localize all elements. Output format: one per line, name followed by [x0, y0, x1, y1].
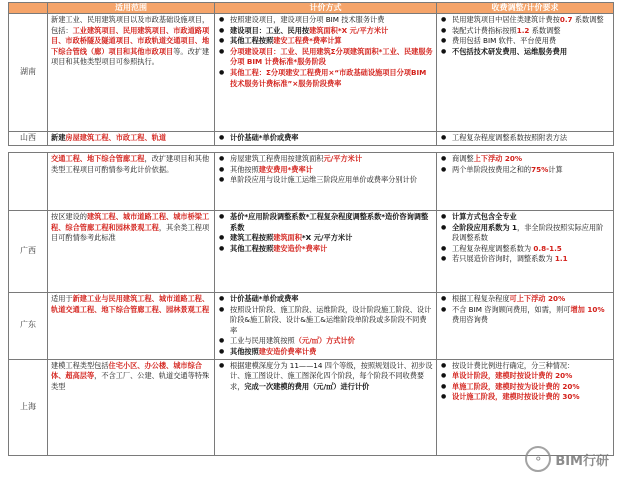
fees-list: [440, 133, 610, 144]
gap-cell: [437, 146, 614, 153]
fees-item: [452, 212, 610, 223]
fees-text: 设计施工阶段，建模时按设计费的 30%: [452, 392, 580, 402]
fees-item: [452, 36, 610, 47]
pricing-item: [230, 133, 433, 144]
scope-text: 按区建设的: [51, 212, 87, 221]
fees-item: [452, 47, 610, 58]
page-gap-row: [9, 146, 614, 153]
fees-text: ，非全阶段按照实际应用阶段调整系数: [452, 222, 604, 243]
fees-item: [452, 254, 610, 265]
pricing-text: 根据建模深度分为 11——14 四个等级，按照规划设计、初步设计、施工图设计、施工图深化四个阶段，每个阶段不同收费要求，: [230, 360, 433, 391]
fees-text: 单设计阶段，建模时按设计费的 20%: [452, 371, 573, 381]
province-cell: [9, 153, 48, 211]
pricing-text: 工业与民用建筑按照: [230, 336, 295, 346]
corner-cell: [9, 3, 48, 14]
scope-text: ，不含工厂、公建、轨道交通等特殊类型: [51, 371, 210, 391]
pricing-text: 建筑面积: [309, 25, 338, 35]
gap-cell: [9, 146, 48, 153]
pricing-text: 房屋建筑工程费用按建筑面积: [230, 154, 324, 163]
fees-text: 两个单阶段按费用之和的: [452, 164, 532, 174]
fees-text: 1.2: [516, 25, 530, 35]
fees-text: 可上下浮动 20%: [509, 294, 566, 303]
scope-text: 新建工业与民用建筑工程、城市道路工程、轨道交通工程、地下综合管廊工程、园林景观工程: [51, 294, 210, 314]
fees-text: 单施工阶段，建模时按为设计费的 20%: [452, 381, 580, 391]
fees-item: [452, 154, 610, 165]
fees-text: 上下浮动 20%: [473, 154, 523, 163]
fees-text: 若只展造价咨询时，调整系数为: [452, 254, 555, 264]
fees-item: [452, 223, 610, 244]
fees-text: 根据工程复杂程度: [452, 294, 510, 303]
scope-text: 房屋建筑工程、市政工程、轨道: [65, 133, 167, 142]
fees-item: [452, 15, 610, 26]
fees-item: [452, 244, 610, 255]
fees-text: 增加 10%: [570, 304, 605, 314]
scope-text: 等。改扩建项目和其他类型项目可参照执行。: [51, 46, 210, 67]
fees-cell: [437, 211, 614, 293]
header-scope: 适用范围: [48, 3, 215, 14]
gap-cell: [48, 146, 215, 153]
fees-list: [440, 154, 610, 175]
fees-list: [440, 361, 610, 403]
pricing-item: [230, 15, 433, 26]
pricing-text: 分项建设项目：工业、民用建筑Σ分项建筑面积*工业、民建服务分项 BIM 计费标准*服务阶段: [230, 46, 433, 67]
pricing-text: 其他工程按照: [230, 243, 274, 253]
scope-text: 新建工业、民用建筑项目以及市政基础设施项目，包括：: [51, 15, 210, 35]
pricing-text: 元/平方米计: [323, 154, 363, 163]
province-cell: 上海: [9, 359, 48, 455]
header-row: [9, 3, 614, 14]
pricing-text: 建安造价*费率计: [273, 243, 328, 253]
table-row: [9, 14, 614, 132]
scope-text: 工业建筑项目、民用建筑项目、市政道路项目、市政桥隧及隧道项目、市政轨道交通项目、地下综合管线（廊）项目和其他市政项目: [51, 25, 210, 56]
fees-text: 工程复杂程度调整系数为: [452, 243, 534, 253]
pricing-item: [230, 347, 433, 358]
pricing-item: [230, 305, 433, 337]
fees-text: 0.7: [559, 15, 573, 24]
pricing-cell: [215, 211, 437, 293]
pricing-text: 其他按照: [230, 346, 259, 356]
pricing-list: [218, 133, 433, 144]
fees-text: 计算: [548, 164, 563, 174]
scope-text: ，其余类工程项目可酌情参考此标准: [51, 222, 210, 243]
watermark: [525, 446, 609, 472]
scope-text: 住宅小区、办公楼、城市综合体、超高层等: [51, 360, 202, 381]
table-row: [9, 293, 614, 360]
fees-text: 民用建筑项目中居住类建筑计费按: [452, 15, 560, 24]
fees-item: [452, 294, 610, 305]
scope-text: 适用于: [51, 294, 73, 303]
fees-cell: [437, 153, 614, 211]
province-cell: 广西: [9, 211, 48, 293]
scope-cell: [48, 359, 215, 455]
table-row: [9, 153, 614, 211]
scope-text: 交通工程、地下综合管廊工程: [51, 154, 145, 163]
fees-text: 装配式计费指标按照: [452, 25, 517, 35]
pricing-text: 建设项目：工业、民用按: [230, 25, 310, 35]
fees-list: [440, 15, 610, 57]
fees-cell: [437, 14, 614, 132]
fees-cell: [437, 132, 614, 146]
header-pricing: 计价方式: [215, 3, 437, 14]
pricing-item: [230, 36, 433, 47]
fees-item: [452, 392, 610, 403]
pricing-text: *X 元/平方米计: [337, 25, 389, 35]
pricing-cell: [215, 14, 437, 132]
scope-text: 新建: [51, 133, 66, 142]
pricing-text: 建安费用*费率计: [258, 164, 313, 174]
scope-cell: [48, 211, 215, 293]
fees-text: 不包括技术研发费用、运维服务费用: [452, 46, 568, 56]
pricing-text: 计价基础*单价或费率: [230, 133, 299, 142]
pricing-item: [230, 175, 433, 186]
fees-text: 不含 BIM 咨询顾问费用，如需，则可: [452, 304, 571, 314]
pricing-text: 单阶段应用与设计施工运维三阶段应用单价或费率分别计价: [230, 175, 417, 185]
pricing-item: [230, 68, 433, 89]
pricing-list: [218, 15, 433, 89]
fees-text: 费用包括 BIM 软件、平台使用费: [452, 36, 557, 46]
pricing-text: 其他按照: [230, 164, 259, 174]
pricing-text: 其他工程按照: [230, 36, 274, 46]
fees-item: [452, 382, 610, 393]
pricing-list: [218, 212, 433, 254]
fees-text: 0.8-1.5: [533, 243, 562, 253]
pricing-item: [230, 47, 433, 68]
table-row: [9, 132, 614, 146]
fees-cell: [437, 359, 614, 455]
pricing-list: [218, 294, 433, 358]
scope-text: 建筑工程、城市道路工程、城市桥梁工程、综合管廊工程和园林景观工程: [51, 212, 210, 232]
fees-list: [440, 212, 610, 265]
chat-bubble-icon: ⚬: [525, 446, 551, 472]
pricing-item: [230, 244, 433, 255]
fees-text: 全阶段应用系数为 1: [452, 222, 518, 232]
pricing-text: 建安工程费*费率计算: [273, 36, 342, 46]
fees-item: [452, 26, 610, 37]
pricing-text: *X 元/平方米计: [301, 233, 353, 243]
fees-item: [452, 133, 610, 144]
pricing-list: [218, 361, 433, 393]
pricing-text: 建安造价费率计费: [258, 346, 317, 356]
scope-text: 建模工程类型包括: [51, 360, 109, 370]
pricing-text: 建筑面积: [273, 233, 302, 243]
fees-list: [440, 294, 610, 326]
fees-text: 系数调整: [572, 15, 604, 24]
pricing-item: [230, 336, 433, 347]
pricing-text: 建筑工程按照: [230, 233, 274, 243]
pricing-text: 基价*应用阶段调整系数*工程复杂程度调整系数*造价咨询调整系数: [230, 212, 429, 232]
fees-item: [452, 165, 610, 176]
header-fees: 收费调整/计价要求: [437, 3, 614, 14]
scope-cell: [48, 132, 215, 146]
scope-cell: [48, 153, 215, 211]
scope-cell: [48, 293, 215, 360]
pricing-list: [218, 154, 433, 186]
province-cell: 湖南: [9, 14, 48, 132]
fees-text: 系数调整: [529, 25, 561, 35]
fees-text: 费用咨询费: [452, 315, 488, 325]
pricing-text: 按照设计阶段、施工阶段、运维阶段，设计阶段施工阶段、设计阶段&施工阶段、设计&施工&运维阶段单阶段或多阶段不同费率: [230, 304, 432, 335]
fees-text: 1.1: [554, 254, 568, 264]
pricing-cell: [215, 293, 437, 360]
pricing-text: 其他工程：Σ分项建安工程费用×“市政基础设施项目分项BIM技术服务计费标准”×服务阶段费率: [230, 67, 427, 88]
pricing-item: [230, 233, 433, 244]
pricing-item: [230, 212, 433, 233]
fees-item: [452, 361, 610, 372]
watermark-text: BIM行研: [555, 453, 609, 469]
pricing-item: [230, 26, 433, 37]
fees-cell: [437, 293, 614, 360]
province-cell: 广东: [9, 293, 48, 360]
pricing-text: （元/㎡）方式计价: [294, 336, 355, 346]
fees-item: [452, 371, 610, 382]
pricing-item: [230, 361, 433, 393]
pricing-text: 按照建设项目，建设项目分项 BIM 技术服务计费: [230, 15, 385, 24]
fee-standard-table-wrapper: [8, 2, 613, 456]
fees-text: 75%: [531, 164, 549, 174]
fees-item: [452, 305, 610, 326]
table-row: [9, 359, 614, 455]
gap-cell: [215, 146, 437, 153]
pricing-cell: [215, 132, 437, 146]
pricing-cell: [215, 153, 437, 211]
scope-text: ，改扩建项目和其他类型工程项目可酌情参考此计价依据。: [51, 154, 210, 174]
pricing-text: 计价基础*单价或费率: [230, 294, 299, 303]
fee-standard-table: [8, 2, 614, 456]
fees-text: 商调整: [452, 154, 474, 163]
pricing-item: [230, 294, 433, 305]
scope-cell: [48, 14, 215, 132]
table-body: [9, 14, 614, 456]
pricing-cell: [215, 359, 437, 455]
pricing-text: 完成一次建模的费用（元/㎡）进行计价: [244, 381, 370, 391]
fees-text: 计算方式包含全专业: [452, 212, 517, 221]
fees-text: 工程复杂程度调整系数按照附表方法: [452, 133, 568, 142]
fees-text: 按设计费比例进行确定，分三种情况：: [452, 360, 575, 370]
pricing-item: [230, 165, 433, 176]
pricing-item: [230, 154, 433, 165]
table-row: [9, 211, 614, 293]
province-cell: 山西: [9, 132, 48, 146]
